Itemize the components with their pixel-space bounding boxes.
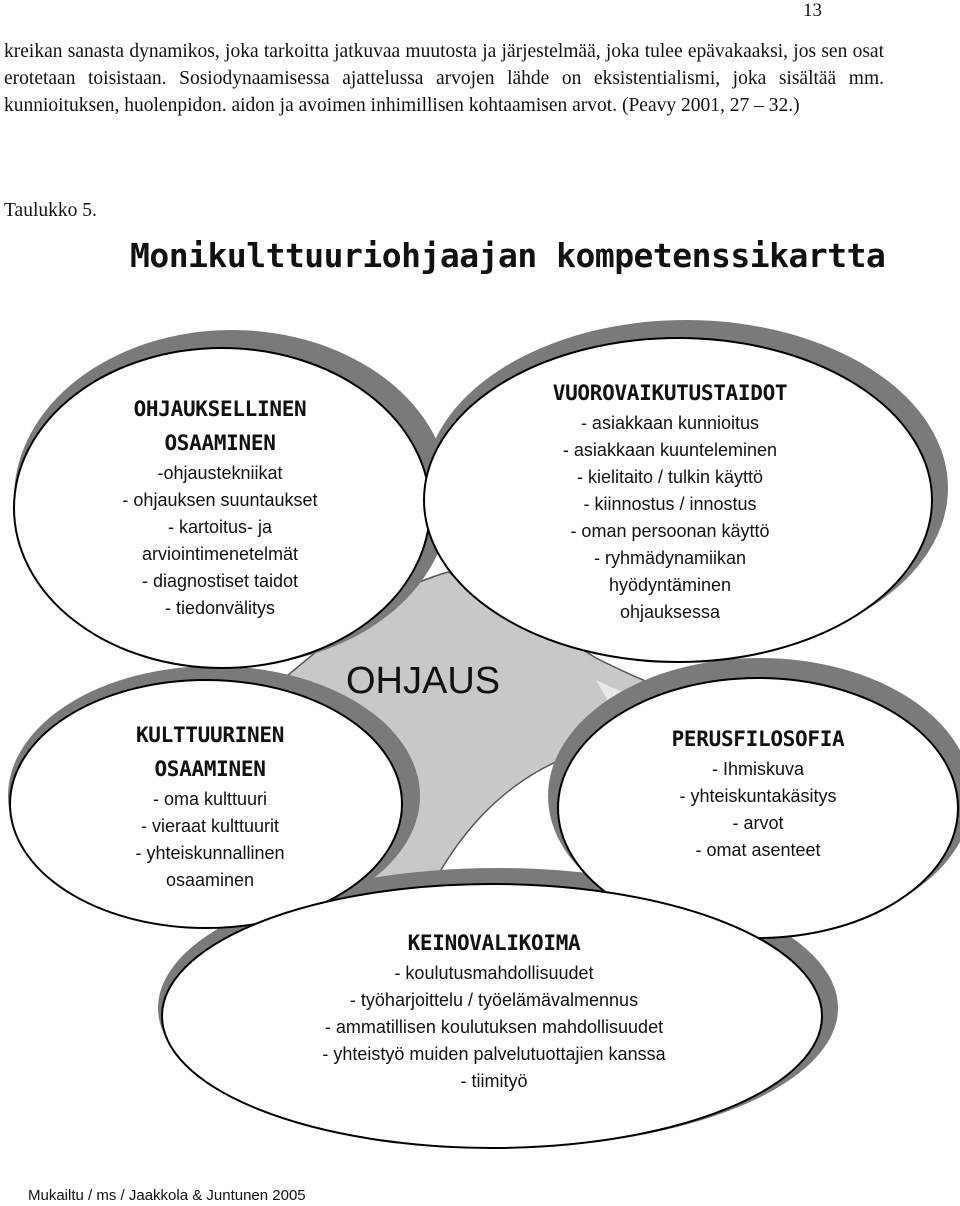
bubble-heading: OSAAMINEN (154, 757, 266, 781)
bubble-kulttuurinen (60, 718, 360, 894)
list-item: - koulutusmahdollisuudet (394, 963, 594, 983)
list-item: - ammatillisen koulutuksen mahdollisuudet (324, 1017, 664, 1037)
center-label: OHJAUS (346, 660, 501, 702)
list-item: - tiedonvälitys (164, 598, 276, 618)
list-item: - yhteiskuntakäsitys (679, 786, 837, 806)
list-item: osaaminen (165, 870, 255, 890)
table-caption: Taulukko 5. (4, 200, 97, 221)
list-item: - diagnostiset taidot (141, 571, 299, 591)
list-item: - asiakkaan kuunteleminen (562, 440, 778, 460)
bubble-vuorovaikutus (500, 376, 840, 626)
bubble-keinovalikoima (254, 926, 734, 1095)
list-item: - kiinnostus / innostus (583, 494, 757, 514)
bubble-heading: VUOROVAIKUTUSTAIDOT (552, 381, 788, 405)
list-item: hyödyntäminen (608, 575, 732, 595)
bubble-heading: OSAAMINEN (164, 431, 276, 455)
list-item: - vieraat kulttuurit (140, 816, 280, 836)
list-item: - asiakkaan kunnioitus (580, 413, 760, 433)
bubble-items (60, 786, 360, 894)
list-item: arviointimenetelmät (141, 544, 299, 564)
list-item: - yhteiskunnallinen (135, 843, 285, 863)
list-item: - Ihmiskuva (711, 759, 805, 779)
bubble-items (254, 960, 734, 1095)
list-item: - arvot (732, 813, 784, 833)
list-item: - kartoitus- ja (167, 517, 273, 537)
list-item: - ryhmädynamiikan (593, 548, 747, 568)
bubble-perusfilosofia (608, 722, 908, 864)
bubble-heading: PERUSFILOSOFIA (671, 727, 845, 751)
bubble-items (608, 756, 908, 864)
list-item: - ohjauksen suuntaukset (122, 490, 318, 510)
bubble-heading: KEINOVALIKOIMA (407, 931, 581, 955)
bubble-items (60, 460, 380, 622)
list-item: - kielitaito / tulkin käyttö (576, 467, 764, 487)
list-item: - oman persoonan käyttö (570, 521, 770, 541)
diagram-credit: Mukailtu / ms / Jaakkola & Juntunen 2005 (28, 1187, 306, 1204)
page-number: 13 (803, 0, 822, 21)
list-item: - omat asenteet (695, 840, 821, 860)
bubble-items (500, 410, 840, 626)
list-item: - työharjoittelu / työelämävalmennus (349, 990, 639, 1010)
intro-paragraph: kreikan sanasta dynamikos, joka tarkoitta jatkuvaa muutosta ja järjestelmää, joka tulee epävakaaksi, jos sen osat erotetaan toisistaan. Sosiodynaamisessa ajattelussa arvojen lähde on eksistentialismi, joka sisältää mm. kunnioituksen, huolenpidon. aidon ja avoimen inhimillisen kohtaamisen arvot. (Peavy 2001, 27 – 32.) (4, 41, 884, 116)
list-item: - yhteistyö muiden palvelutuottajien kanssa (322, 1044, 666, 1064)
list-item: ohjauksessa (619, 602, 721, 622)
bubble-heading: KULTTUURINEN (135, 723, 285, 747)
list-item: - oma kulttuuri (152, 789, 268, 809)
list-item: - tiimityö (460, 1071, 528, 1091)
diagram-title: Monikulttuuriohjaajan kompetenssikartta (130, 236, 886, 275)
bubble-ohjauksellinen (60, 392, 380, 622)
list-item: -ohjaustekniikat (157, 463, 283, 483)
bubble-heading: OHJAUKSELLINEN (133, 397, 307, 421)
